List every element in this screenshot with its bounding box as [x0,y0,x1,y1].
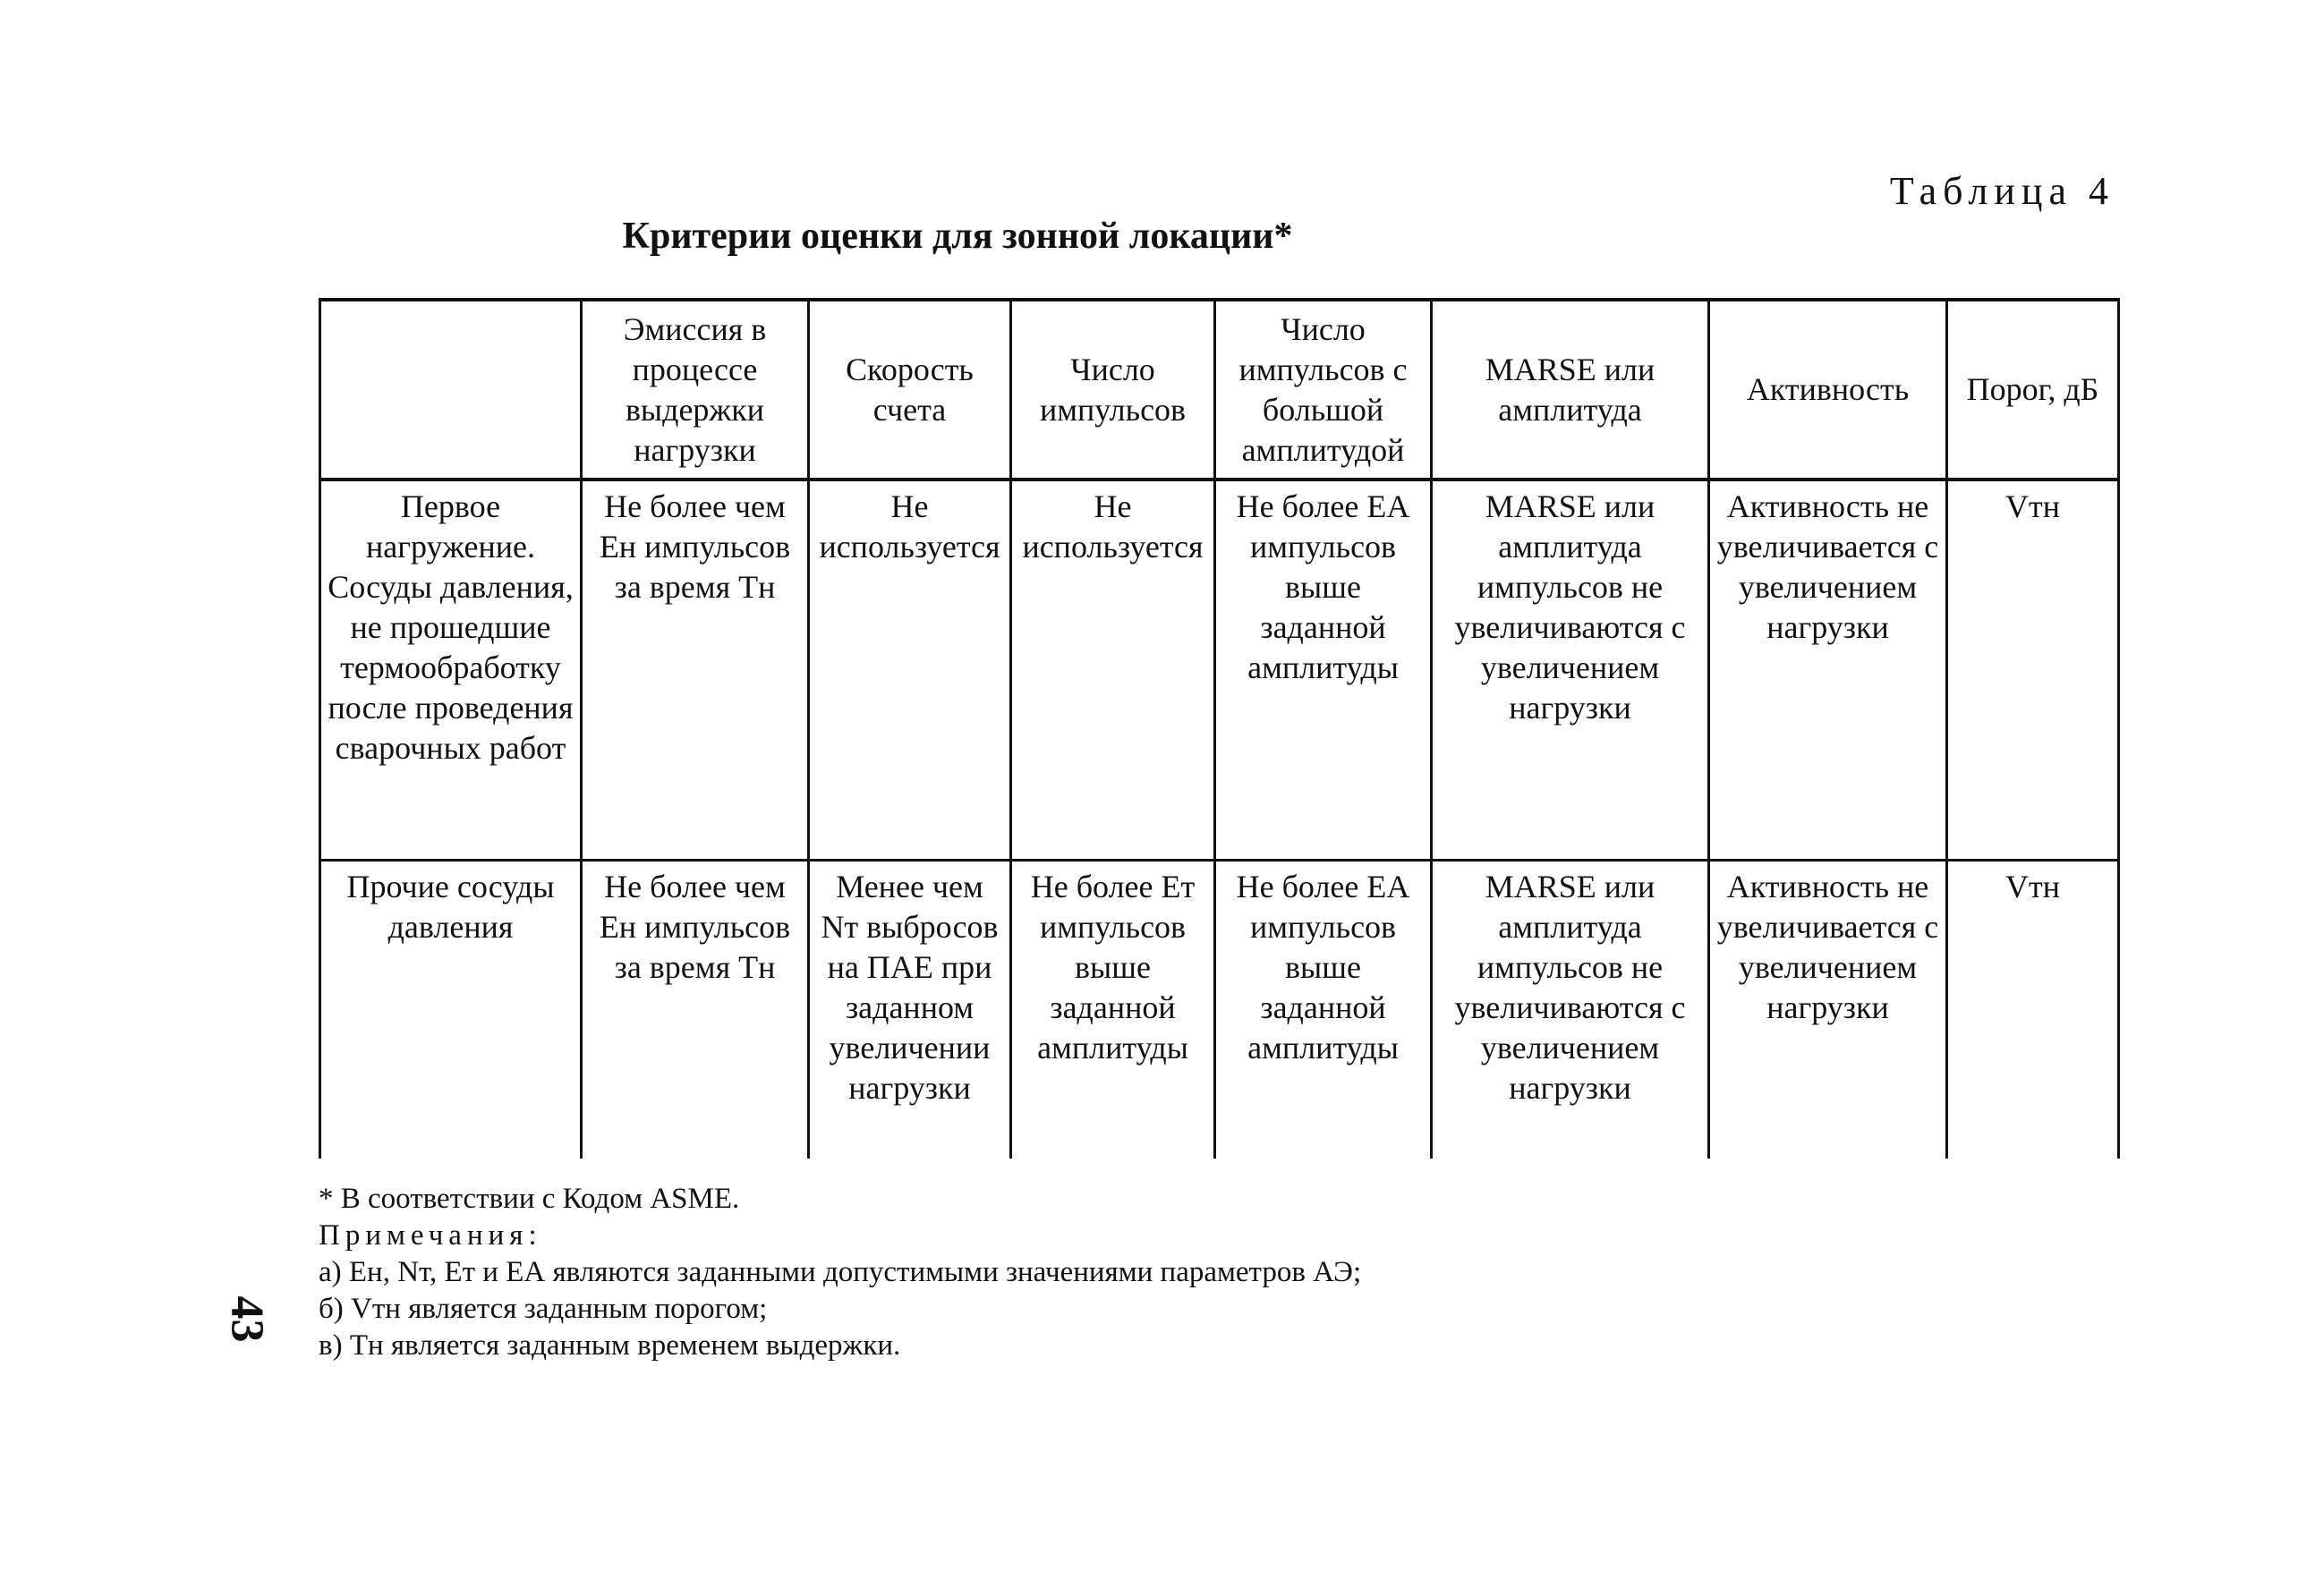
table-cell: Не более EА импульсов выше заданной амплитуды [1215,861,1432,1159]
table-cell: Не более чем Eн импульсов за время Tн [582,480,809,861]
table-cell: Не более Eт импульсов выше заданной амплитуды [1011,861,1215,1159]
column-header-blank [320,300,582,480]
table-number: Таблица 4 [1889,169,2115,213]
table-cell: Активность не увеличивается с увеличением нагрузки [1709,861,1947,1159]
table-title: Критерии оценки для зонной локации* [622,216,1293,257]
table-row [320,861,2119,1159]
note-b: б) Vтн является заданным порогом; [319,1293,768,1325]
column-header-activity: Активность [1709,300,1947,480]
table-cell: Не используется [1011,480,1215,861]
header-row [320,300,2119,480]
table-cell: Первое нагружение. Сосуды давления, не прошедшие термообработку после проведения сварочных работ [320,480,582,861]
table-cell: Не более EА импульсов выше заданной амплитуды [1215,480,1432,861]
table-cell: Не более чем Eн импульсов за время Tн [582,861,809,1159]
column-header-count-rate: Скорость счета [809,300,1011,480]
table-cell: MARSE или амплитуда импульсов не увеличиваются с увеличением нагрузки [1432,861,1709,1159]
page-number: 43 [221,1295,273,1343]
column-header-high-amplitude: Число импульсов с большой амплитудой [1215,300,1432,480]
table-row [320,480,2119,861]
column-header-emission: Эмиссия в процессе выдержки нагрузки [582,300,809,480]
table-cell: Прочие сосуды давления [320,861,582,1159]
criteria-table [319,298,2120,1159]
asme-footnote: * В соответствии с Кодом ASME. [319,1183,740,1215]
table-cell: Активность не увеличивается с увеличением нагрузки [1709,480,1947,861]
footnotes [319,1181,1361,1364]
table-cell: MARSE или амплитуда импульсов не увеличиваются с увеличением нагрузки [1432,480,1709,861]
column-header-threshold: Порог, дБ [1947,300,2119,480]
table-cell: Vтн [1947,480,2119,861]
criteria-table-container [319,298,2117,1159]
table-cell: Менее чем Nт выбросов на ПАЕ при заданном увеличении нагрузки [809,861,1011,1159]
note-c: в) Tн является заданным временем выдержки. [319,1329,901,1362]
table-cell: Не используется [809,480,1011,861]
column-header-marse: MARSE или амплитуда [1432,300,1709,480]
notes-heading: Примечания: [319,1219,542,1252]
note-a: а) Eн, Nт, Eт и EА являются заданными допустимыми значениями параметров АЭ; [319,1256,1362,1288]
column-header-hit-count: Число импульсов [1011,300,1215,480]
table-cell: Vтн [1947,861,2119,1159]
